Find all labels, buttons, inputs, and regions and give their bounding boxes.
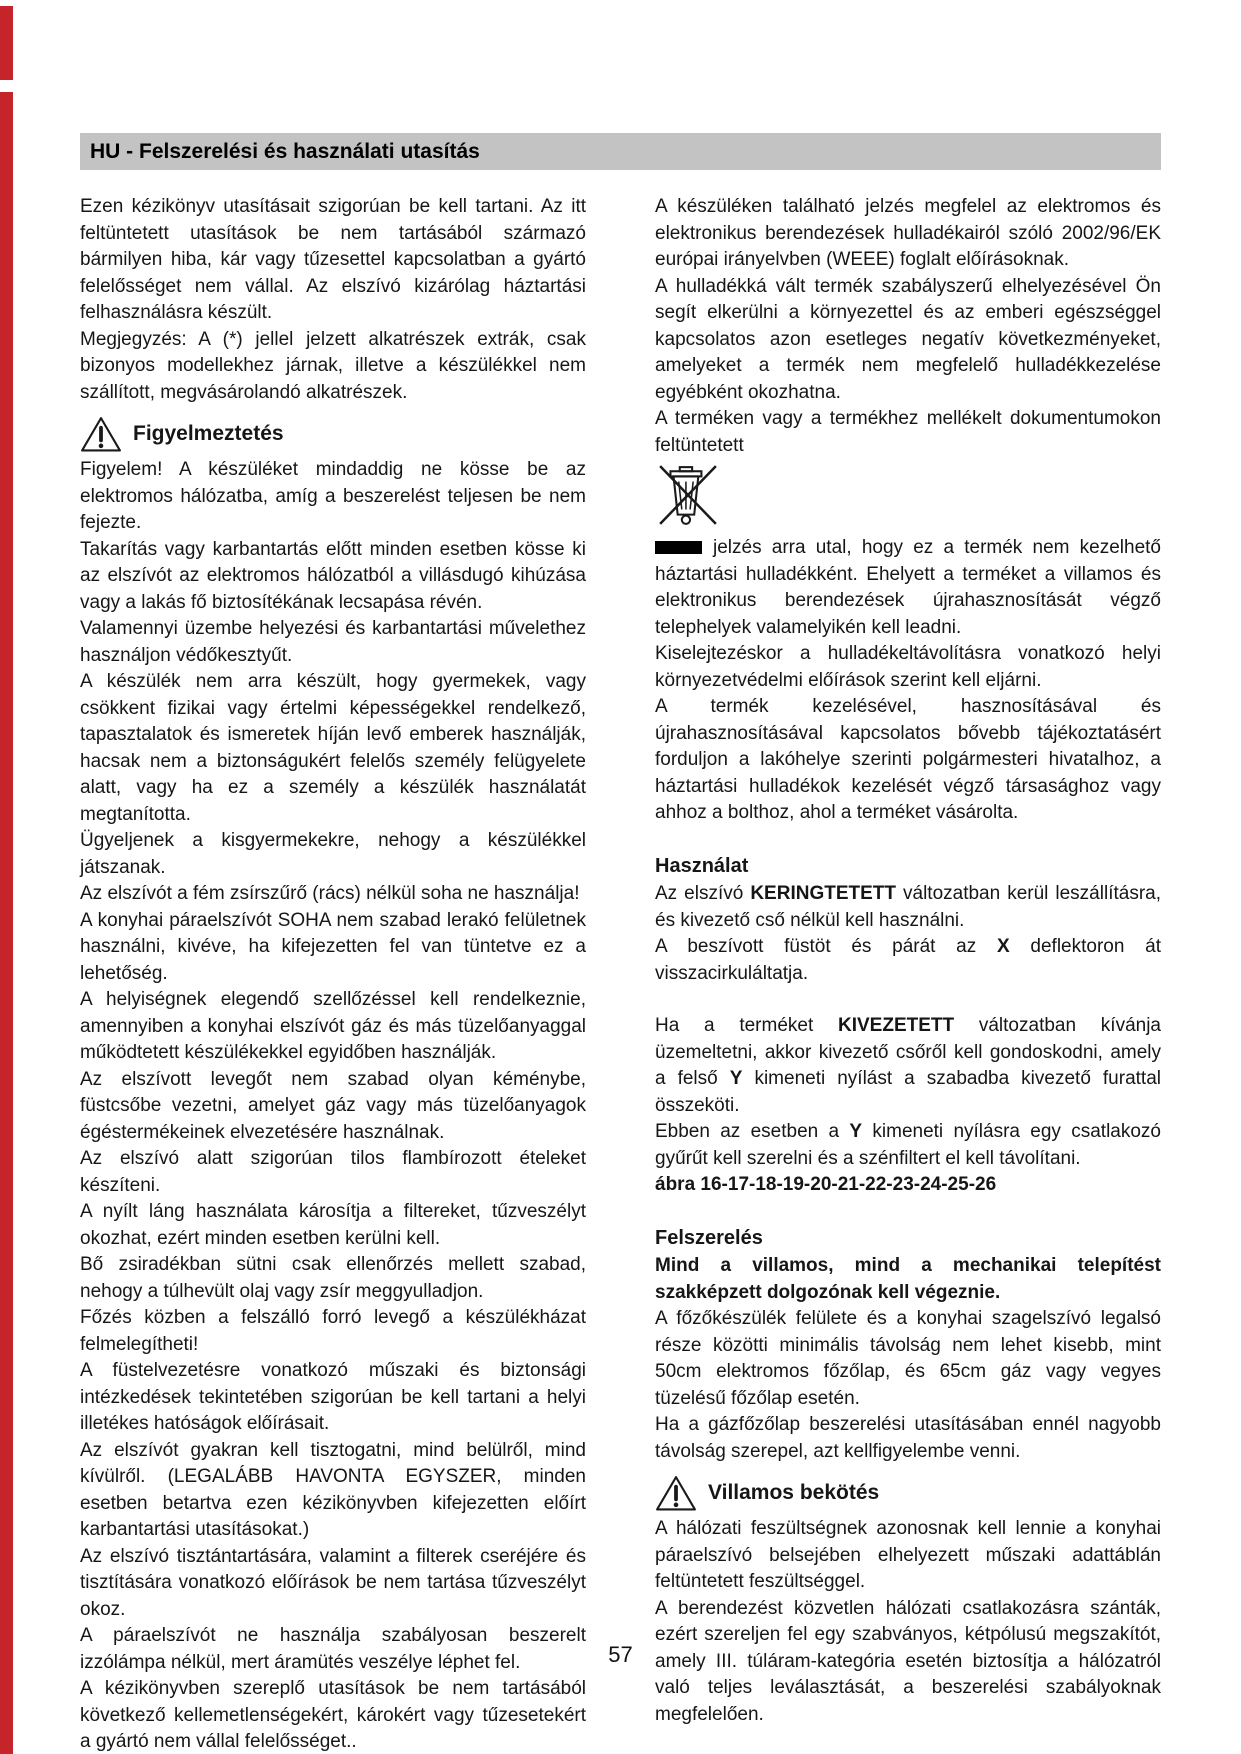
section-header-bar [80,133,1161,170]
paragraph [80,1438,586,1544]
paragraph [655,1253,1161,1306]
paragraph [80,1544,586,1624]
right-column [655,194,1161,1754]
warning-triangle-icon [80,416,122,453]
emphasized-text: Y [729,1068,743,1089]
paragraph [80,908,586,988]
emphasized-text: KERINGTETETT [750,883,896,904]
body-text: A füstelvezetésre vonatkozó műszaki és biztonsági intézkedések tekintetében szigorúan be kell tartani a helyi illetékes hatóságok előírásait. [80,1360,586,1434]
paragraph [80,669,586,828]
body-text: Valamennyi üzembe helyezési és karbantartási művelethez használjon védőkesztyűt. [80,618,586,666]
figure-reference [655,1172,1161,1199]
body-text: deflektoron át visszacirkuláltatja. [655,936,1161,984]
paragraph [80,616,586,669]
body-text: A nyílt láng használata károsítja a filtereket, tűzveszélyt okozhat, ezért minden esetben kerülni kell. [80,1201,586,1249]
paragraph [80,537,586,617]
paragraph [80,881,586,908]
warning-triangle-icon [655,1475,697,1512]
body-text: A helyiségnek elegendő szellőzéssel kell rendelkeznie, amennyiben a konyhai elszívót gáz és más tüzelőanyaggal működtetett készülékekkel egyidőben használják. [80,989,586,1063]
paragraph [80,987,586,1067]
paragraph [80,1358,586,1438]
weee-black-bar-icon [655,541,702,554]
body-text: Ezen kézikönyv utasításait szigorúan be kell tartani. Az itt feltüntetett utasítások be nem tartásából származó bármilyen hiba, kár vagy tűzesettel kapcsolatban a gyártó felelősséget nem vállal. Az elszívó kizárólag háztartási felhasználásra készült. [80,196,586,323]
body-text: Ha a gázfőzőlap beszerelési utasításában ennél nagyobb távolság szerepel, azt kellfigyelembe venni. [655,1414,1161,1462]
paragraph [655,1119,1161,1172]
paragraph [80,1305,586,1358]
body-text: jelzés arra utal, hogy ez a termék nem kezelhető háztartási hulladékként. Ehelyett a terméket a villamos és elektronikus berendezések újrahasznosítását végző telephelyek valamelyikén kell leadni. [655,537,1161,638]
body-text: Az elszívó [655,883,751,904]
paragraph [655,694,1161,827]
page-title: HU - Felszerelési és használati utasítás [90,140,480,163]
body-text: Takarítás vagy karbantartás előtt minden esetben kösse ki az elszívót az elektromos hálózatból a villásdugó kihúzása vagy a lakás fő biztosítékának lecsapása révén. [80,538,586,613]
body-text: A hulladékká vált termék szabályszerű elhelyezésével Ön segít elkerülni a környezettel és az emberi egészséggel kapcsolatos azon esetleges negatív következményeket, amelyeket a termék nem megfelelő hulladékkezelése egyébként okozhatna. [655,275,1161,403]
section-heading: Felszerelés [655,1226,763,1249]
paragraph [655,1516,1161,1596]
emphasized-text: Y [849,1121,863,1142]
emphasized-text: Mind a villamos, mind a mechanikai telepítést szakképzett dolgozónak kell végeznie. [655,1255,1161,1303]
paragraph [655,535,1161,641]
paragraph [80,457,586,537]
weee-crossed-bin-icon [657,463,1161,527]
body-text: ábra 16-17-18-19-20-21-22-23-24-25-26 [655,1174,997,1195]
body-text: A berendezést közvetlen hálózati csatlakozásra szánták, ezért szereljen fel egy szabványos, kétpólusú megszakítót, amely III. túláram-kategória esetén biztosítja a hálózatról való teljes leválasztását, a beszerelési szabályoknak megfelelően. [655,1597,1161,1725]
page-content [80,133,1161,1754]
warning-heading-label: Figyelmeztetés [133,422,284,446]
paragraph [655,406,1161,459]
body-text: Ügyeljenek a kisgyermekekre, nehogy a készülékkel játszanak. [80,830,586,878]
body-text: Az elszívott levegőt nem szabad olyan kéménybe, füstcsőbe vezetni, amelyet gáz vagy más tüzelőanyagok égéstermékeinek elvezetésére használnak. [80,1068,586,1143]
page-edge-strip [0,92,13,1754]
body-text: Figyelem! A készüléket mindaddig ne kösse be az elektromos hálózatba, amíg a beszerelést teljesen be nem fejezte. [80,459,586,533]
warning-heading-label: Villamos bekötés [708,1481,880,1505]
body-text: Ebben az esetben a [655,1121,850,1142]
paragraph [655,194,1161,274]
body-text: A készüléken található jelzés megfelel az elektromos és elektronikus berendezések hulladékairól szóló 2002/96/EK európai irányelvben (WEEE) foglalt előírásoknak. [655,196,1161,270]
warning-heading [80,416,586,453]
body-text: Az elszívót a fém zsírszűrő (rács) nélkül soha ne használja! [80,883,580,904]
body-text: változatban kerül leszállításra, és kivezető cső nélkül kell használni. [655,883,1161,931]
paragraph [80,1199,586,1252]
paragraph [655,1306,1161,1412]
warning-heading [655,1475,1161,1512]
emphasized-text: X [996,936,1010,957]
body-text: Ha a terméket [655,1015,838,1036]
body-text: Kiselejtezéskor a hulladékeltávolításra vonatkozó helyi környezetvédelmi előírások szerint kell eljárni. [655,643,1161,691]
two-column-layout [80,194,1161,1754]
body-text: A készülék nem arra készült, hogy gyermekek, vagy csökkent fizikai vagy értelmi képességekkel rendelkező, tapasztalatok és ismeretek híján levő emberek használják, hacsak nem a biztonságukért felelős személy felügyelete alatt, vagy ha ez a személy a készülék használatát megtanította. [80,671,586,825]
body-text: A beszívott füstöt és párát az [655,936,997,957]
page-number: 57 [608,1642,633,1667]
paragraph [80,828,586,881]
body-text: Bő zsiradékban sütni csak ellenőrzés mellett szabad, nehogy a túlhevült olaj vagy zsír meggyulladjon. [80,1254,586,1302]
left-column [80,194,586,1754]
body-text: Az elszívó tisztántartására, valamint a filterek cseréjére és tisztítására vonatkozó előírások be nem tartása tűzveszélyt okoz. [80,1545,586,1620]
body-text: Megjegyzés: A (*) jellel jelzett alkatrészek extrák, csak bizonyos modellekhez járnak, illetve a készülékkel nem szállított, megvásárolandó alkatrészek. [80,328,586,403]
body-text: A páraelszívót ne használja szabályosan beszerelt izzólámpa nélkül, mert áramütés veszélye léphet fel. [80,1625,586,1673]
paragraph [655,641,1161,694]
paragraph [655,881,1161,934]
paragraph [80,1252,586,1305]
page-edge-strip-top [0,6,13,80]
body-text: A terméken vagy a termékhez mellékelt dokumentumokon feltüntetett [655,408,1161,456]
body-text: kimeneti nyílást a szabadba kivezető furattal összeköti. [655,1068,1161,1116]
body-text: Az elszívót gyakran kell tisztogatni, mind belülről, mind kívülről. (LEGALÁBB HAVONTA EGYSZER, minden esetben betartva ezen kézikönyvben kifejezetten előírt karbantartási utasításokat.) [80,1439,586,1540]
emphasized-text: KIVEZETETT [838,1015,955,1036]
paragraph [80,1676,586,1754]
paragraph [80,1146,586,1199]
paragraph [655,274,1161,407]
paragraph [80,327,586,407]
vertical-spacer [655,987,1161,1013]
body-text: kimeneti nyílásra egy csatlakozó gyűrűt kell szerelni és a szénfiltert el kell távolítani. [655,1121,1161,1169]
paragraph [80,1067,586,1147]
body-text: A konyhai páraelszívót SOHA nem szabad lerakó felületnek használni, kivéve, ha kifejezetten fel van tüntetve ez a lehetőség. [80,909,586,984]
body-text: A kézikönyvben szereplő utasítások be nem tartásából következő kellemetlenségekért, károkért vagy tűzesetekért a gyártó nem vállal felelősséget.. [80,1678,586,1752]
body-text: A termék kezelésével, hasznosításával és újrahasznosításával kapcsolatos bővebb tájékoztatásért forduljon a lakóhelye szerinti polgármesteri hivatalhoz, a háztartási hulladékok kezelését végző társasághoz vagy ahhoz a bolthoz, ahol a terméket vásárolta. [655,696,1161,823]
body-text: Főzés közben a felszálló forró levegő a készülékházat felmelegítheti! [80,1307,586,1355]
paragraph [655,1412,1161,1465]
body-text: Az elszívó alatt szigorúan tilos flambírozott ételeket készíteni. [80,1148,586,1196]
body-text: A hálózati feszültségnek azonosnak kell lennie a konyhai páraelszívó belsejében elhelyezett műszaki adattáblán feltüntetett feszültséggel. [655,1518,1161,1592]
paragraph [80,194,586,327]
section-heading: Használat [655,854,749,877]
body-text: változatban kívánja üzemeltetni, akkor kivezető csőről kell gondoskodni, amely a felső [655,1015,1161,1089]
paragraph [655,1013,1161,1119]
paragraph [655,934,1161,987]
body-text: A főzőkészülék felülete és a konyhai szagelszívó legalsó része közötti minimális távolság nem lehet kisebb, mint 50cm elektromos főzőlap, és 65cm gáz vagy vegyes tüzelésű főzőlap esetén. [655,1308,1161,1409]
